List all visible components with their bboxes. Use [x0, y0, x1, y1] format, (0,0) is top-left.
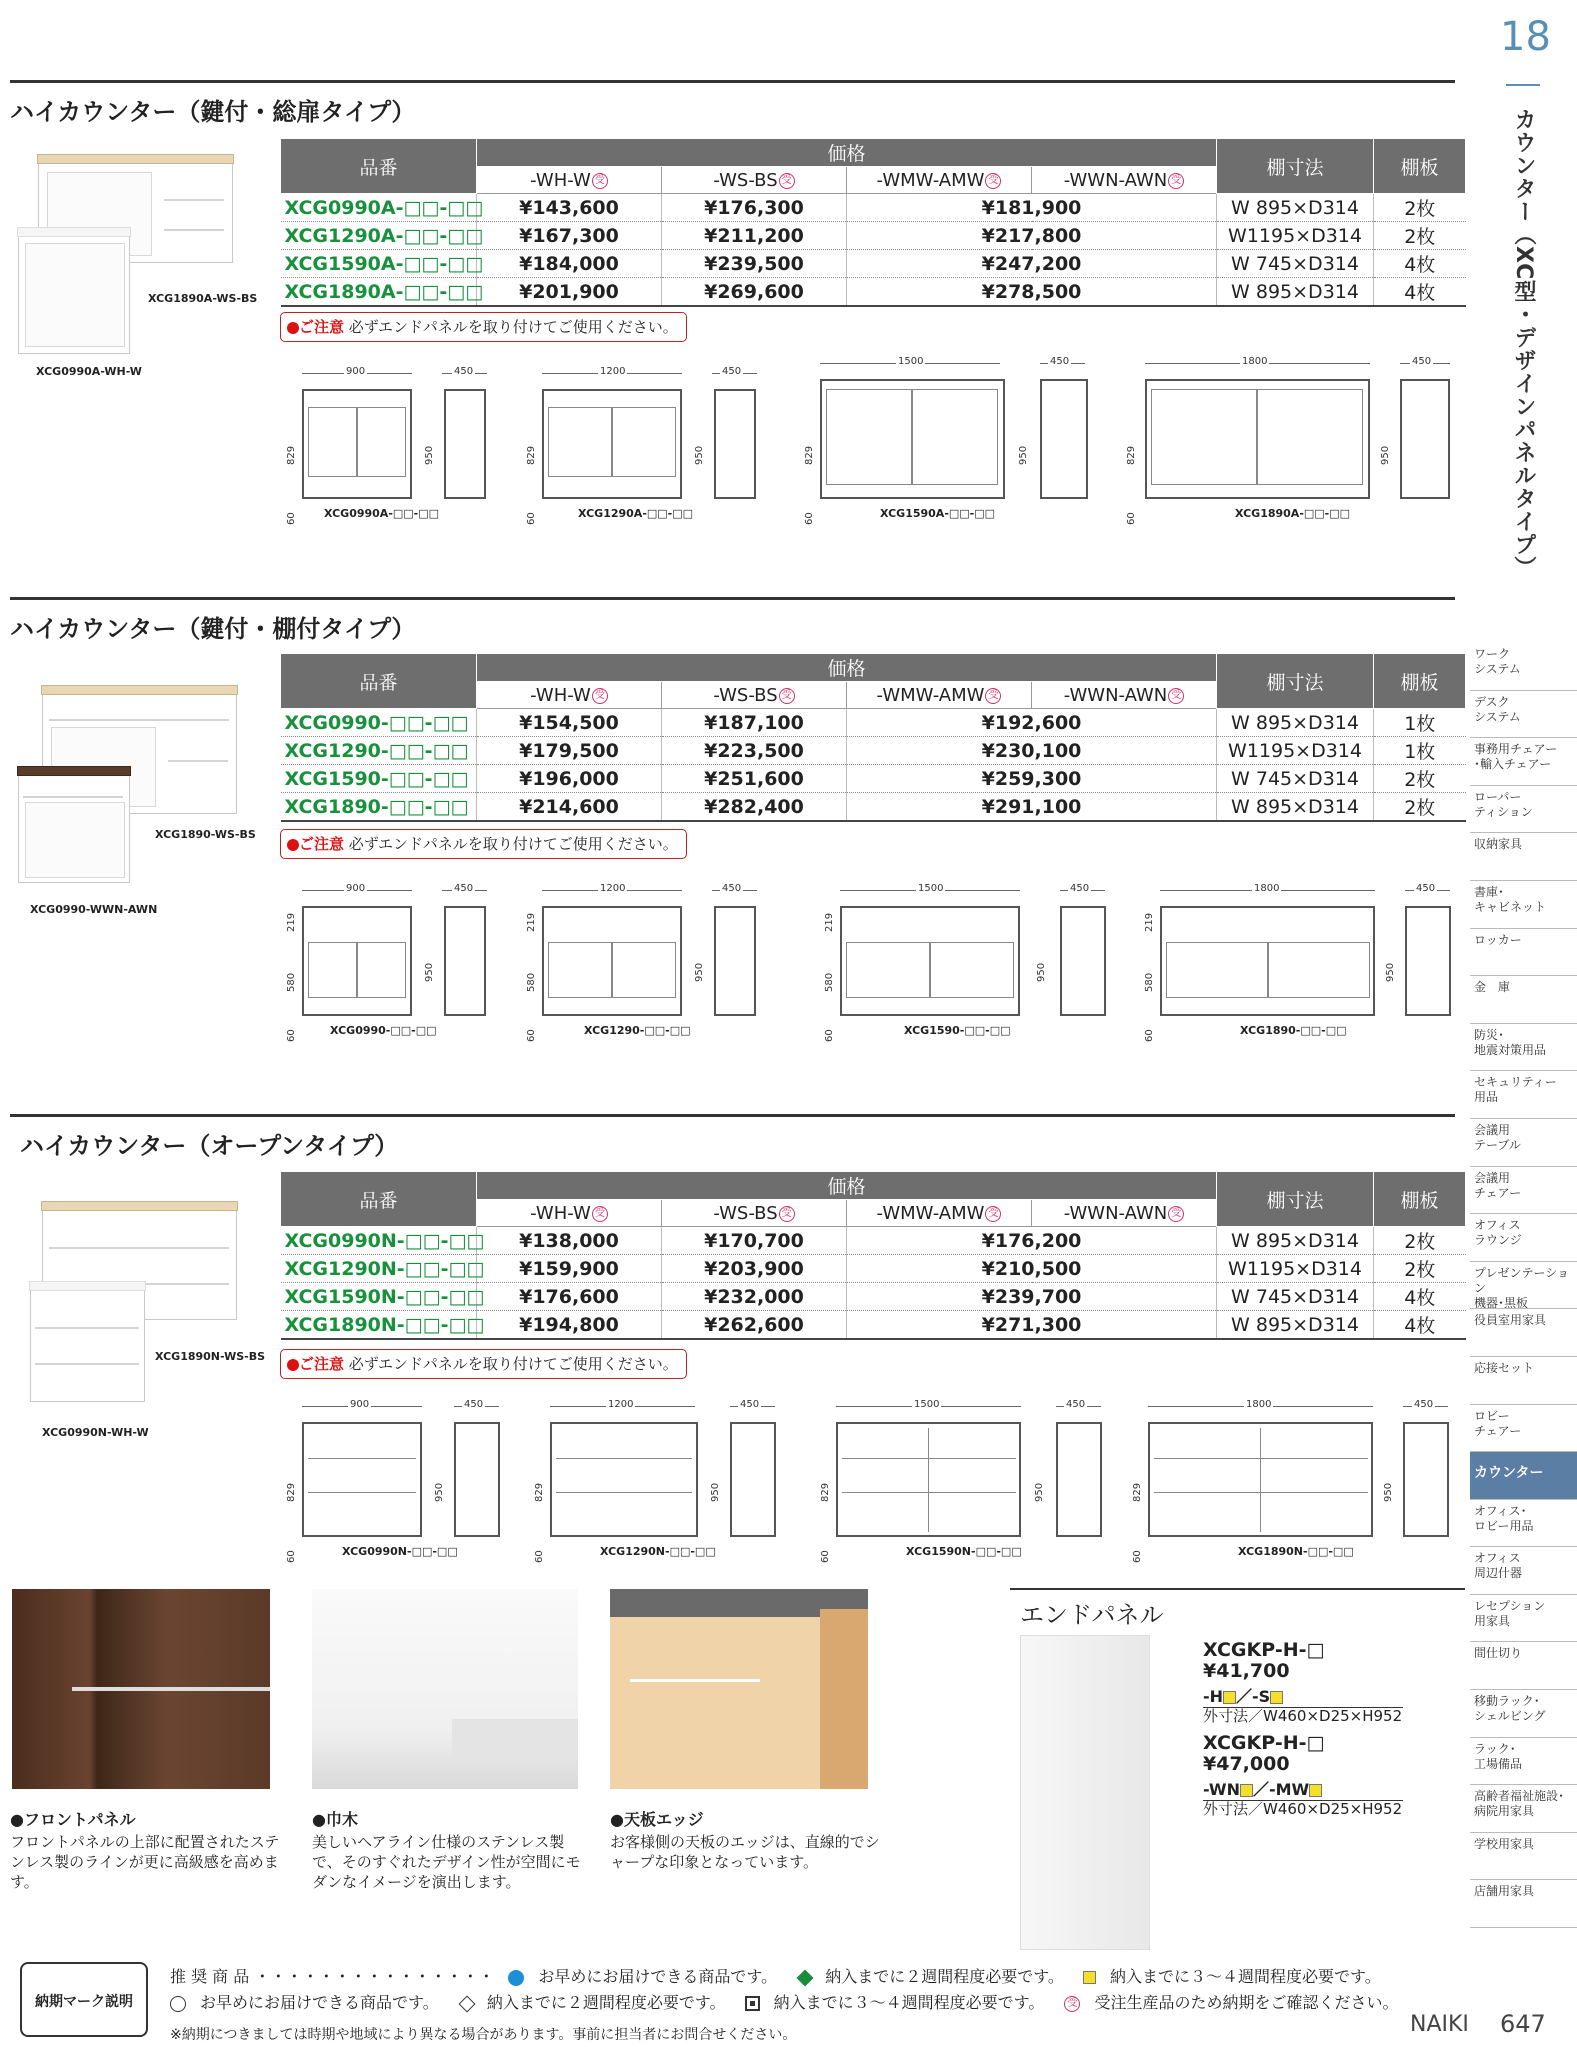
variant-header: -WMW-AMW 受 — [847, 682, 1032, 709]
drawing-xcg1590: 1500 450 219 580 950 60 XCG1590-□□-□□ — [820, 882, 1120, 1042]
shelf-dim-header: 棚寸法 — [1217, 1172, 1374, 1227]
shelves-header: 棚板 — [1374, 654, 1466, 709]
photo-caption: XCG0990A-WH-W — [36, 365, 142, 378]
product-photo — [18, 236, 130, 354]
end-panel-dim: 外寸法／W460×D25×H952 — [1203, 1707, 1403, 1725]
footer-note: ※納期につきましては時期や地域により異なる場合があります。事前に担当者にお問合せください。 — [170, 2027, 797, 2043]
end-panel-price: ¥41,700 — [1203, 1660, 1290, 1682]
table-row: XCG1890-□□-□□ ¥214,600 ¥282,400 ¥291,100 W 895×D314 2枚 — [281, 793, 1466, 822]
notice-box: ご注意 必ずエンドパネルを取り付けてご使用ください。 — [280, 312, 687, 342]
shelves-header: 棚板 — [1374, 139, 1466, 194]
variant-header: -WS-BS 受 — [662, 682, 847, 709]
catalog-main — [10, 0, 1455, 2047]
table-row: XCG0990A-□□-□□ ¥143,600 ¥176,300 ¥181,900 W 895×D314 2枚 — [281, 194, 1466, 222]
table-row: XCG1290N-□□-□□ ¥159,900 ¥203,900 ¥210,500 W1195×D314 2枚 — [281, 1255, 1466, 1283]
variant-header: -WS-BS 受 — [662, 167, 847, 194]
variant-header: -WH-W 受 — [477, 1200, 662, 1227]
drawing-xcg1290a: 1200 450 829 950 60 XCG1290A-□□-□□ — [522, 365, 782, 525]
index-item[interactable]: 防災･ 地震対策用品 — [1470, 1024, 1577, 1072]
price-header: 価格 — [477, 139, 1217, 167]
table-row: XCG1290-□□-□□ ¥179,500 ¥223,500 ¥230,100 W1195×D314 1枚 — [281, 737, 1466, 765]
table-row: XCG0990-□□-□□ ¥154,500 ¥187,100 ¥192,600 W 895×D314 1枚 — [281, 709, 1466, 737]
variant-header: -WMW-AMW 受 — [847, 167, 1032, 194]
end-panel-part-no: XCGKP-H-□ — [1203, 1639, 1325, 1661]
part-no-header: 品番 — [281, 1172, 477, 1227]
product-photo — [30, 1290, 145, 1402]
feature-title: ●巾木 — [312, 1810, 358, 1829]
feature-text: お客様側の天板のエッジは、直線的でシャープな印象となっています。 — [610, 1833, 880, 1871]
price-table — [280, 138, 1466, 307]
legend-row: 推 奨 商 品 ・・・・・・・・・・・・・・・ お早めにお届けできる商品です。 納入までに２週間程度必要です。 納入までに３～４週間程度必要です。 — [170, 1967, 1381, 1986]
chapter-title: カウンター（XC型・デザインパネルタイプ） — [1511, 108, 1536, 580]
index-item[interactable]: セキュリティー 用品 — [1470, 1071, 1577, 1119]
product-photo — [18, 775, 130, 883]
index-item[interactable]: オフィス 周辺什器 — [1470, 1547, 1577, 1595]
notice-box: ご注意 必ずエンドパネルを取り付けてご使用ください。 — [280, 1349, 687, 1379]
end-panel-options: -H ／-S — [1203, 1684, 1403, 1708]
photo-caption: XCG0990-WWN-AWN — [30, 903, 158, 916]
shelf-dim-header: 棚寸法 — [1217, 139, 1374, 194]
end-panel-part-no: XCGKP-H-□ — [1203, 1732, 1325, 1754]
section-title: ハイカウンター（鍵付・棚付タイプ） — [10, 615, 416, 643]
shelf-dim-header: 棚寸法 — [1217, 654, 1374, 709]
drawing-xcg1290n: 1200 450 829 950 60 XCG1290N-□□-□□ — [530, 1398, 800, 1563]
drawing-xcg1890n: 1800 450 829 950 60 XCG1890N-□□-□□ — [1128, 1398, 1458, 1563]
table-row: XCG1590N-□□-□□ ¥176,600 ¥232,000 ¥239,700 W 745×D314 4枚 — [281, 1283, 1466, 1311]
table-row: XCG1890A-□□-□□ ¥201,900 ¥269,600 ¥278,500 W 895×D314 4枚 — [281, 278, 1466, 307]
photo-caption: XCG1890A-WS-BS — [148, 292, 258, 305]
end-panel-dim: 外寸法／W460×D25×H952 — [1203, 1800, 1403, 1818]
feature-title: ●天板エッジ — [610, 1810, 704, 1829]
category-index — [1470, 643, 1577, 1928]
index-item[interactable]: 会議用 テーブル — [1470, 1119, 1577, 1167]
index-item[interactable]: ロッカー — [1470, 929, 1577, 977]
index-item[interactable]: 間仕切り — [1470, 1642, 1577, 1690]
drawing-xcg0990: 900 450 219 580 950 60 XCG0990-□□-□□ — [282, 882, 502, 1042]
top-edge-photo — [610, 1589, 868, 1789]
shelves-header: 棚板 — [1374, 1172, 1466, 1227]
end-panel-price: ¥47,000 — [1203, 1753, 1290, 1775]
brand-name: NAIKI — [1410, 2012, 1469, 2037]
index-item[interactable]: 移動ラック･ シェルビング — [1470, 1690, 1577, 1738]
variant-header: -WH-W 受 — [477, 682, 662, 709]
part-no-header: 品番 — [281, 654, 477, 709]
index-item[interactable]: 金 庫 — [1470, 976, 1577, 1024]
index-item[interactable]: 事務用チェアー ･輸入チェアー — [1470, 738, 1577, 786]
index-item[interactable]: プレゼンテーション 機器･黒板 — [1470, 1262, 1577, 1310]
variant-header: -WWN-AWN 受 — [1032, 682, 1217, 709]
section-title: ハイカウンター（鍵付・総扉タイプ） — [10, 98, 416, 126]
photo-caption: XCG1890N-WS-BS — [155, 1350, 266, 1363]
index-item[interactable]: 学校用家具 — [1470, 1833, 1577, 1881]
drawing-xcg1890: 1800 450 219 580 950 60 XCG1890-□□-□□ — [1140, 882, 1460, 1042]
index-item[interactable]: ワーク システム — [1470, 643, 1577, 691]
part-no-header: 品番 — [281, 139, 477, 194]
delivery-legend-label: 納期マーク説明 — [20, 1962, 148, 2037]
table-row: XCG0990N-□□-□□ ¥138,000 ¥170,700 ¥176,200 W 895×D314 2枚 — [281, 1227, 1466, 1255]
index-item[interactable]: 会議用 チェアー — [1470, 1167, 1577, 1215]
legend-row: お早めにお届けできる商品です。 納入までに２週間程度必要です。 納入までに３～４週間程度必要です。 受 受注生産品のため納期をご確認ください。 — [170, 1990, 1413, 2013]
table-row: XCG1590A-□□-□□ ¥184,000 ¥239,500 ¥247,200 W 745×D314 4枚 — [281, 250, 1466, 278]
index-item[interactable]: 高齢者福祉施設･ 病院用家具 — [1470, 1785, 1577, 1833]
price-table — [280, 1171, 1466, 1340]
drawing-xcg1590a: 1500 450 829 950 60 XCG1590A-□□-□□ — [800, 355, 1100, 525]
notice-box: ご注意 必ずエンドパネルを取り付けてご使用ください。 — [280, 829, 687, 859]
feature-title: ●フロントパネル — [10, 1810, 136, 1829]
end-panel-options: -WN ／-MW — [1203, 1777, 1403, 1801]
index-item[interactable]: レセプション 用家具 — [1470, 1595, 1577, 1643]
table-row: XCG1590-□□-□□ ¥196,000 ¥251,600 ¥259,300 W 745×D314 2枚 — [281, 765, 1466, 793]
chapter-number: 18 — [1500, 14, 1551, 60]
feature-text: 美しいヘアライン仕様のステンレス製で、そのすぐれたデザイン性が空間にモダンなイメージを演出します。 — [312, 1833, 581, 1891]
variant-header: -WH-W 受 — [477, 167, 662, 194]
table-row: XCG1890N-□□-□□ ¥194,800 ¥262,600 ¥271,300 W 895×D314 4枚 — [281, 1311, 1466, 1340]
index-item[interactable]: ローパー ティション — [1470, 786, 1577, 834]
drawing-xcg1890a: 1800 450 829 950 60 XCG1890A-□□-□□ — [1120, 355, 1460, 525]
section-rule — [10, 80, 1455, 83]
index-item[interactable]: カウンター — [1470, 1452, 1577, 1500]
price-header: 価格 — [477, 654, 1217, 682]
section-rule — [10, 597, 1455, 600]
index-item[interactable]: デスク システム — [1470, 691, 1577, 739]
index-item[interactable]: ラック･ 工場備品 — [1470, 1738, 1577, 1786]
drawing-xcg0990a: 900 450 829 950 60 XCG0990A-□□-□□ — [282, 365, 502, 525]
section-rule — [10, 1114, 1455, 1117]
drawing-xcg0990n: 900 450 829 950 60 XCG0990N-□□-□□ — [282, 1398, 522, 1563]
index-item[interactable]: 書庫･ キャビネット — [1470, 881, 1577, 929]
index-item[interactable]: ロビー チェアー — [1470, 1405, 1577, 1453]
drawing-xcg1590n: 1500 450 829 950 60 XCG1590N-□□-□□ — [816, 1398, 1116, 1563]
price-header: 価格 — [477, 1172, 1217, 1200]
index-item[interactable]: オフィス ラウンジ — [1470, 1214, 1577, 1262]
variant-header: -WWN-AWN 受 — [1032, 1200, 1217, 1227]
drawing-xcg1290: 1200 450 219 580 950 60 XCG1290-□□-□□ — [522, 882, 782, 1042]
chapter-rule — [1506, 84, 1540, 86]
index-item[interactable]: 応接セット — [1470, 1357, 1577, 1405]
price-table — [280, 653, 1466, 822]
index-item[interactable]: 店舗用家具 — [1470, 1880, 1577, 1928]
index-item[interactable]: 収納家具 — [1470, 833, 1577, 881]
section-title: ハイカウンター（オープンタイプ） — [20, 1132, 399, 1160]
variant-header: -WS-BS 受 — [662, 1200, 847, 1227]
index-item[interactable]: オフィス･ ロビー用品 — [1470, 1500, 1577, 1548]
variant-header: -WWN-AWN 受 — [1032, 167, 1217, 194]
page-number: 647 — [1500, 2010, 1546, 2038]
index-item[interactable]: 役員室用家具 — [1470, 1309, 1577, 1357]
end-panel-title: エンドパネル — [1020, 1601, 1164, 1629]
front-panel-photo — [12, 1589, 270, 1789]
variant-header: -WMW-AMW 受 — [847, 1200, 1032, 1227]
feature-text: フロントパネルの上部に配置されたステンレス製のラインが更に高級感を高めます。 — [10, 1833, 280, 1891]
end-panel-rule — [1010, 1588, 1465, 1590]
table-row: XCG1290A-□□-□□ ¥167,300 ¥211,200 ¥217,800 W1195×D314 2枚 — [281, 222, 1466, 250]
baseboard-photo — [312, 1589, 578, 1789]
photo-caption: XCG1890-WS-BS — [155, 828, 256, 841]
photo-caption: XCG0990N-WH-W — [42, 1426, 149, 1439]
end-panel-photo — [1020, 1635, 1150, 1950]
